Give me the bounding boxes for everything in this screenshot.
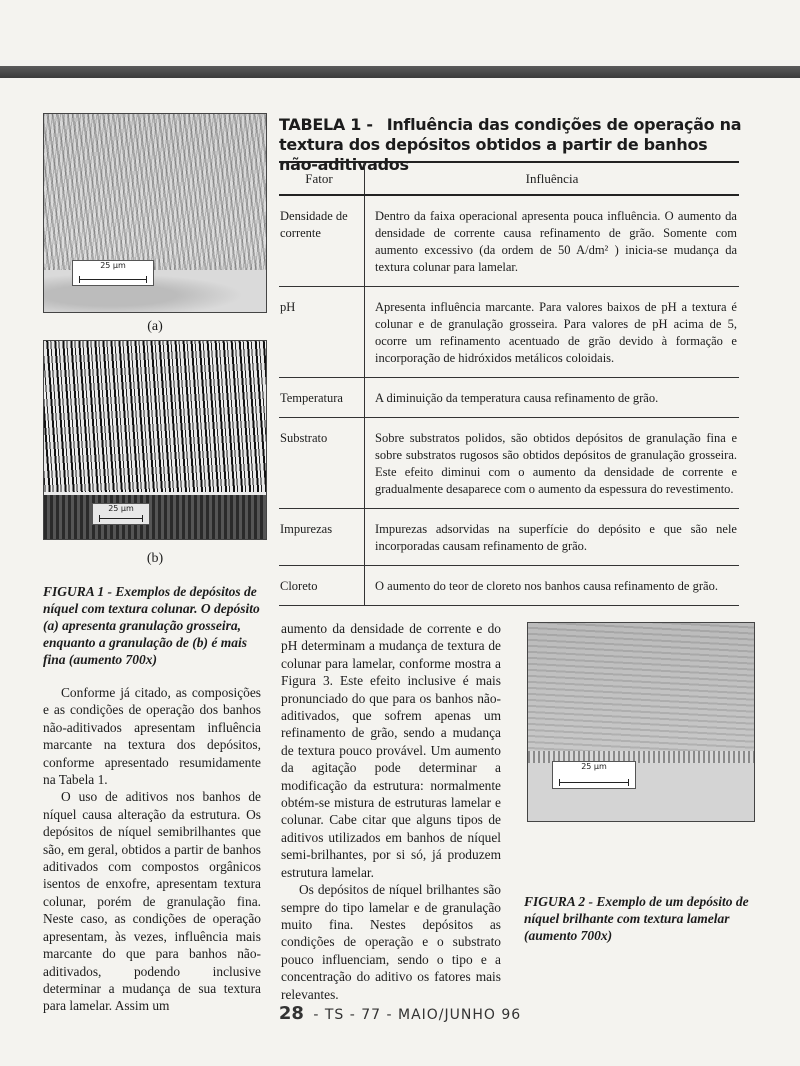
table-row	[279, 378, 739, 418]
middle-column	[281, 620, 501, 1003]
cell-fator: pH	[279, 287, 365, 378]
issue-info: - TS - 77 - MAIO/JUNHO 96	[313, 1007, 522, 1023]
header-fator: Fator	[279, 162, 365, 195]
figure-1-caption: FIGURA 1 - Exemplos de depósitos de níquel com textura colunar. O depósito (a) apresenta granulação grosseira, enquanto a granulação de (b) é mais fina (aumento 700x)	[43, 584, 260, 667]
table-header-row	[279, 162, 739, 195]
cell-fator: Densidade de corrente	[279, 195, 365, 287]
cell-influencia: Sobre substratos polidos, são obtidos depósitos de granulação fina e sobre substratos rugosos são obtidos depósitos de granulação grosseira. Este efeito diminui com o aumento da densidade de corrente e gradualmente desaparece com o aumento da espessura do revestimento.	[375, 431, 737, 496]
figure-label-b: (b)	[146, 551, 164, 566]
cell-fator: Impurezas	[279, 509, 365, 566]
cell-influencia: Impurezas adsorvidas na superfície do depósito e que são nele incorporadas causam refinamento de grão.	[375, 522, 737, 553]
cell-fator: Substrato	[279, 418, 365, 509]
scale-bar-figure-2-label: 25 µm	[581, 762, 607, 771]
scale-bar-figure-2	[552, 761, 636, 789]
table-row	[279, 509, 739, 566]
header-rule	[0, 66, 800, 78]
cell-influencia: Dentro da faixa operacional apresenta pouca influência. O aumento da densidade de corrente causa refinamento de grão. Somente com aumento excessivo (da ordem de 50 A/dm² ) inicia-se mudança da textura colunar para lamelar.	[375, 209, 737, 274]
table-title-text: Influência das condições de operação na textura dos depósitos obtidos a partir de banhos não-aditivados	[279, 115, 742, 174]
table-row	[279, 287, 739, 378]
influence-table	[279, 161, 739, 606]
figure-label-a: (a)	[147, 319, 163, 334]
cell-fator: Temperatura	[279, 378, 365, 418]
scale-bar-a-label: 25 µm	[100, 261, 126, 270]
page-number: 28	[278, 1003, 304, 1024]
micrograph-b-substrate	[44, 495, 266, 539]
cell-influencia: A diminuição da temperatura causa refinamento de grão.	[375, 391, 659, 405]
scale-bar-a	[72, 260, 154, 286]
micrograph-a	[43, 113, 267, 313]
figure-2-caption: FIGURA 2 - Exemplo de um depósito de níquel brilhante com textura lamelar (aumento 700x)	[524, 894, 749, 943]
table-row	[279, 195, 739, 287]
left-column	[43, 684, 261, 1015]
scale-bar-b-label: 25 µm	[108, 504, 134, 513]
paragraph: Os depósitos de níquel brilhantes são sempre do tipo lamelar e de granulação muito fina. Nestes depósitos as condições de operação e o substrato pouco influenciam, sendo o tipo e a concentração do aditivo os fatores mais relevantes.	[281, 882, 501, 1002]
cell-fator: Cloreto	[279, 566, 365, 606]
table-row	[279, 418, 739, 509]
table-number: TABELA 1 -	[279, 115, 373, 134]
micrograph-figure-2	[527, 622, 755, 822]
paragraph: O uso de aditivos nos banhos de níquel causa alteração da estrutura. Os depósitos de níquel semibrilhantes que são, em geral, obtidos a partir de banhos aditivados com compostos orgânicos isentos de enxofre, apresentam textura colunar, porém de granulação fina. Neste caso, as condições de operação apresentam, às vezes, influência mais marcante do que para banhos não-aditivados, podendo inclusive determinar a mudança de sua textura para lamelar. Assim um	[43, 789, 261, 1014]
header-influencia: Influência	[525, 171, 579, 186]
micrograph-b	[43, 340, 267, 540]
cell-influencia: Apresenta influência marcante. Para valores baixos de pH a textura é colunar e de granulação grosseira. Para valores de pH acima de 5, ocorre um refinamento acentuado de grão devido à formação e incorporação de hidróxidos metálicos coloidais.	[375, 300, 737, 365]
paragraph: aumento da densidade de corrente e do pH determinam a mudança de textura de colunar para lamelar, conforme mostra a Figura 3. Este efeito inclusive é mais pronunciado do que para os banhos não-aditivados, que sofrem apenas um refinamento de grão, sendo a mudança de textura pouco provável. Um aumento da agitação pode determinar a modificação da estrutura: normalmente obtém-se mistura de estruturas lamelar e colunar. Cabe citar que alguns tipos de aditivos utilizados em banhos de níquel semi-brilhantes, por si só, já produzem estrutura lamelar.	[281, 621, 501, 880]
page-footer	[0, 1003, 800, 1024]
table-row	[279, 566, 739, 606]
cell-influencia: O aumento do teor de cloreto nos banhos causa refinamento de grão.	[375, 579, 718, 593]
paragraph: Conforme já citado, as composições e as condições de operação dos banhos não-aditivados apresentam influência marcante na textura dos depósitos, conforme apresentado resumidamente na Tabela 1.	[43, 685, 261, 788]
scale-bar-b	[92, 503, 150, 525]
